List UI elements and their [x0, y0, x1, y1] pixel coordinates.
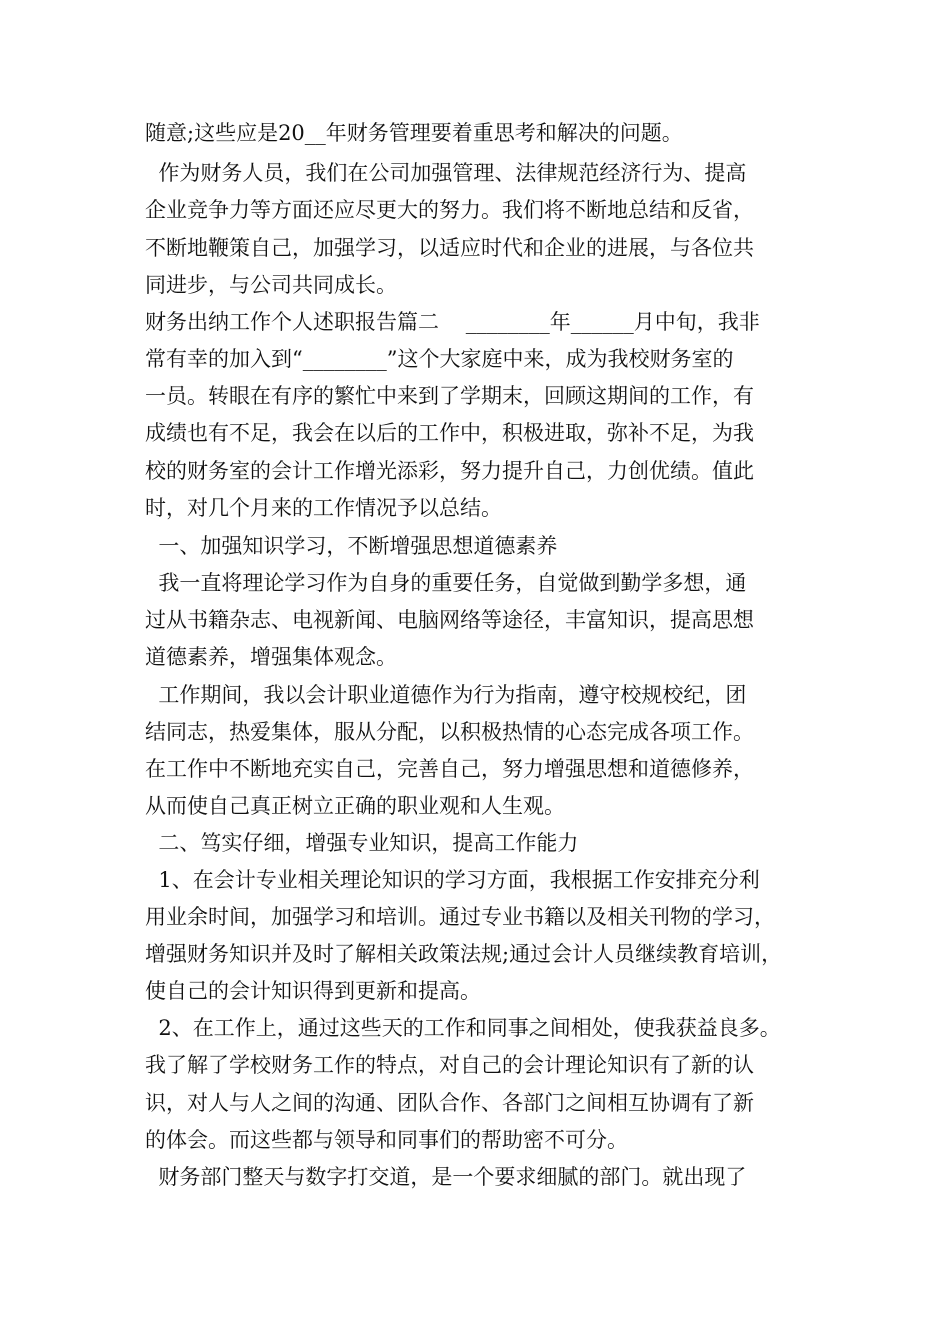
text-line: 成绩也有不足，我会在以后的工作中，积极进取，弥补不足，为我: [145, 421, 754, 445]
text-line: 识，对人与人之间的沟通、团队合作、各部门之间相互协调有了新: [145, 1091, 754, 1115]
section-heading: 二、笃实仔细，增强专业知识，提高工作能力: [145, 831, 579, 855]
text-line: 不断地鞭策自己，加强学习，以适应时代和企业的进展，与各位共: [145, 236, 754, 260]
text-line: 时，对几个月来的工作情况予以总结。: [145, 496, 502, 520]
text-line: 使自己的会计知识得到更新和提高。: [145, 979, 481, 1003]
text-line: 作为财务人员，我们在公司加强管理、法律规范经济行为、提高: [145, 161, 747, 185]
text-line: 我一直将理论学习作为自身的重要任务，自觉做到勤学多想，通: [145, 571, 747, 595]
text-line: 工作期间，我以会计职业道德作为行为指南，遵守校规校纪，团: [145, 683, 747, 707]
text-line: 2、在工作上，通过这些天的工作和同事之间相处，使我获益良多。: [145, 1016, 781, 1040]
text-line: 校的财务室的会计工作增光添彩，努力提升自己，力创优绩。值此: [145, 459, 754, 483]
text-line: 随意;这些应是20__年财务管理要着重思考和解决的问题。: [145, 121, 683, 145]
text-line: 财务部门整天与数字打交道，是一个要求细腻的部门。就出现了: [145, 1165, 747, 1189]
text-line: 的体会。而这些都与领导和同事们的帮助密不可分。: [145, 1128, 628, 1152]
text-line: 从而使自己真正树立正确的职业观和人生观。: [145, 794, 565, 818]
text-line: 1、在会计专业相关理论知识的学习方面，我根据工作安排充分利: [145, 868, 760, 892]
text-line: 在工作中不断地充实自己，完善自己，努力增强思想和道德修养，: [145, 757, 754, 781]
text-line: 一员。转眼在有序的繁忙中来到了学期末，回顾这期间的工作，有: [145, 384, 754, 408]
section-heading: 一、加强知识学习，不断增强思想道德素养: [145, 534, 558, 558]
section-heading: 财务出纳工作个人述职报告篇二 ________年______月中旬，我非: [145, 310, 760, 334]
text-line: 企业竞争力等方面还应尽更大的努力。我们将不断地总结和反省，: [145, 198, 754, 222]
text-line: 用业余时间，加强学习和培训。通过专业书籍以及相关刊物的学习，: [145, 905, 775, 929]
text-line: 过从书籍杂志、电视新闻、电脑网络等途径，丰富知识，提高思想: [145, 608, 754, 632]
text-line: 同进步，与公司共同成长。: [145, 273, 397, 297]
text-line: 增强财务知识并及时了解相关政策法规;通过会计人员继续教育培训，: [145, 942, 783, 966]
text-line: 道德素养，增强集体观念。: [145, 645, 397, 669]
text-line: 我了解了学校财务工作的特点，对自己的会计理论知识有了新的认: [145, 1053, 754, 1077]
text-line: 常有幸的加入到“________”这个大家庭中来，成为我校财务室的: [145, 347, 734, 371]
text-line: 结同志，热爱集体，服从分配，以积极热情的心态完成各项工作。: [145, 720, 754, 744]
